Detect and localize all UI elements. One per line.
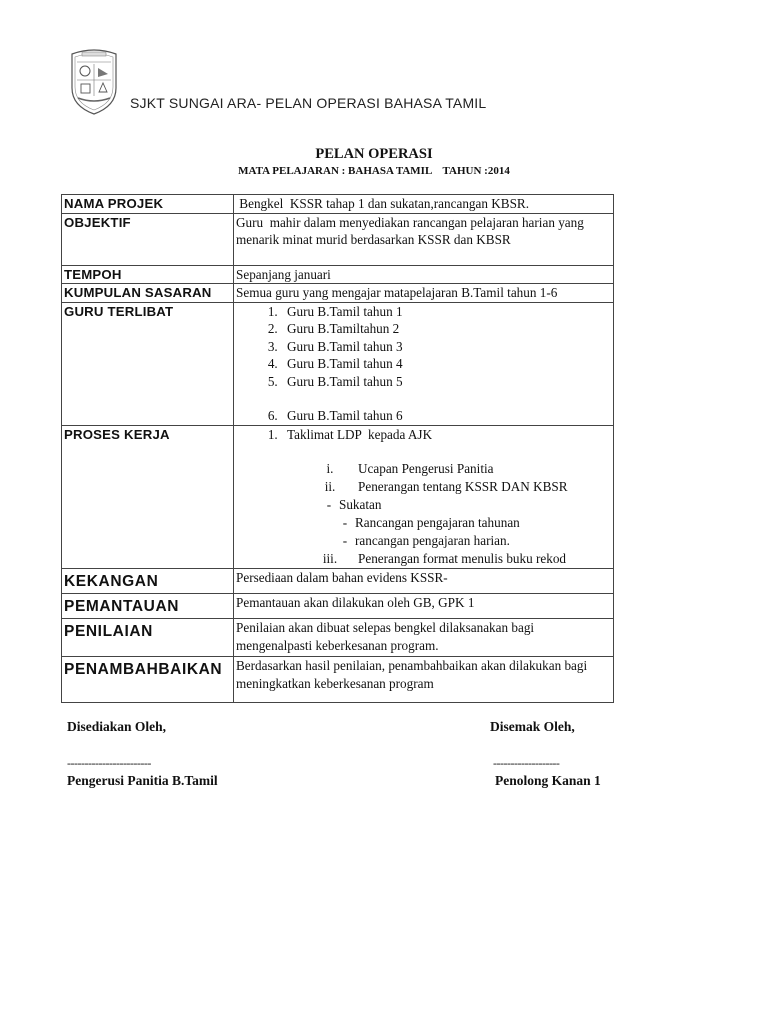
checked-by-role: Penolong Kanan 1	[495, 773, 601, 788]
label-penambahbaikan: PENAMBAHBAIKAN	[62, 657, 234, 703]
value-nama-projek: Bengkel KSSR tahap 1 dan sukatan,rancangan KBSR.	[234, 195, 614, 214]
school-crest-logo	[64, 44, 124, 116]
checked-by-heading: Disemak Oleh,	[490, 719, 575, 734]
table-row-guru-terlibat	[62, 302, 614, 425]
list-spacer	[281, 390, 611, 407]
label-guru-terlibat: GURU TERLIBAT	[62, 302, 234, 425]
table-row-kumpulan-sasaran	[62, 284, 614, 303]
label-proses-kerja: PROSES KERJA	[62, 425, 234, 569]
roman-text: Penerangan tentang KSSR DAN KBSR	[358, 479, 568, 494]
value-pemantauan: Pemantauan akan dilakukan oleh GB, GPK 1	[234, 594, 614, 619]
school-header-title: SJKT SUNGAI ARA- PELAN OPERASI BAHASA TAMIL	[130, 95, 487, 111]
table-row-nama-projek	[62, 195, 614, 214]
guru-list	[236, 303, 611, 425]
list-item: 1. Guru B.Tamil tahun 1	[281, 303, 611, 321]
document-subtitle: MATA PELAJARAN : BAHASA TAMIL TAHUN :2014	[238, 165, 510, 177]
dash-item	[335, 514, 611, 532]
roman-list	[302, 460, 611, 496]
list-item: 4. Guru B.Tamil tahun 4	[281, 355, 611, 373]
roman-text: Penerangan format menulis buku rekod	[358, 551, 567, 566]
list-item: 3. Guru B.Tamil tahun 3	[281, 338, 611, 356]
dash-item	[335, 532, 611, 550]
table-row-tempoh	[62, 265, 614, 284]
label-penilaian: PENILAIAN	[62, 619, 234, 657]
document-title: PELAN OPERASI	[315, 146, 433, 162]
table-row-penambahbaikan	[62, 657, 614, 703]
dash-item	[319, 496, 611, 514]
table-row-proses-kerja	[62, 425, 614, 569]
checked-by-signature-line: -------------------	[493, 756, 560, 770]
dash-marker: -	[342, 533, 348, 548]
prepared-by-signature-line: ------------------------	[67, 756, 151, 770]
dash-marker: -	[326, 497, 332, 512]
dash-text: Rancangan pengajaran tahunan	[355, 515, 520, 530]
roman-item	[302, 478, 611, 496]
table-row-kekangan	[62, 569, 614, 594]
proses-list	[236, 426, 611, 444]
value-guru-terlibat	[234, 302, 614, 425]
value-kekangan: Persediaan dalam bahan evidens KSSR-	[234, 569, 614, 594]
roman-text: Ucapan Pengerusi Panitia	[358, 461, 494, 476]
roman-number: iii.	[322, 551, 338, 566]
roman-number: ii.	[324, 479, 336, 494]
list-item: 1. Taklimat LDP kepada AJK	[281, 426, 611, 444]
dash-text: Sukatan	[339, 497, 382, 512]
list-item: 2. Guru B.Tamiltahun 2	[281, 320, 611, 338]
list-item: 5. Guru B.Tamil tahun 5	[281, 373, 611, 391]
label-kekangan: KEKANGAN	[62, 569, 234, 594]
roman-item	[302, 550, 611, 568]
roman-item	[302, 460, 611, 478]
table-row-objektif	[62, 213, 614, 265]
operation-plan-table	[61, 194, 614, 703]
label-objektif: OBJEKTIF	[62, 213, 234, 265]
prepared-by-heading: Disediakan Oleh,	[67, 719, 167, 734]
label-nama-projek: NAMA PROJEK	[62, 195, 234, 214]
roman-list	[302, 550, 611, 568]
prepared-by-role: Pengerusi Panitia B.Tamil	[67, 773, 218, 788]
value-tempoh: Sepanjang januari	[234, 265, 614, 284]
dash-text: rancangan pengajaran harian.	[355, 533, 510, 548]
label-tempoh: TEMPOH	[62, 265, 234, 284]
roman-number: i.	[326, 461, 334, 476]
value-kumpulan-sasaran: Semua guru yang mengajar matapelajaran B.Tamil tahun 1-6	[234, 284, 614, 303]
value-proses-kerja	[234, 425, 614, 569]
label-pemantauan: PEMANTAUAN	[62, 594, 234, 619]
value-objektif: Guru mahir dalam menyediakan rancangan pelajaran harian yang menarik minat murid berdasarkan KSSR dan KBSR	[234, 213, 614, 265]
spacer	[236, 443, 611, 460]
label-kumpulan-sasaran: KUMPULAN SASARAN	[62, 284, 234, 303]
dash-marker: -	[342, 515, 348, 530]
value-penambahbaikan: Berdasarkan hasil penilaian, penambahbaikan akan dilakukan bagi meningkatkan keberkesanan program	[234, 657, 614, 703]
table-row-penilaian	[62, 619, 614, 657]
table-row-pemantauan	[62, 594, 614, 619]
value-penilaian: Penilaian akan dibuat selepas bengkel dilaksanakan bagi mengenalpasti keberkesanan program.	[234, 619, 614, 657]
list-item: 6. Guru B.Tamil tahun 6	[281, 407, 611, 425]
